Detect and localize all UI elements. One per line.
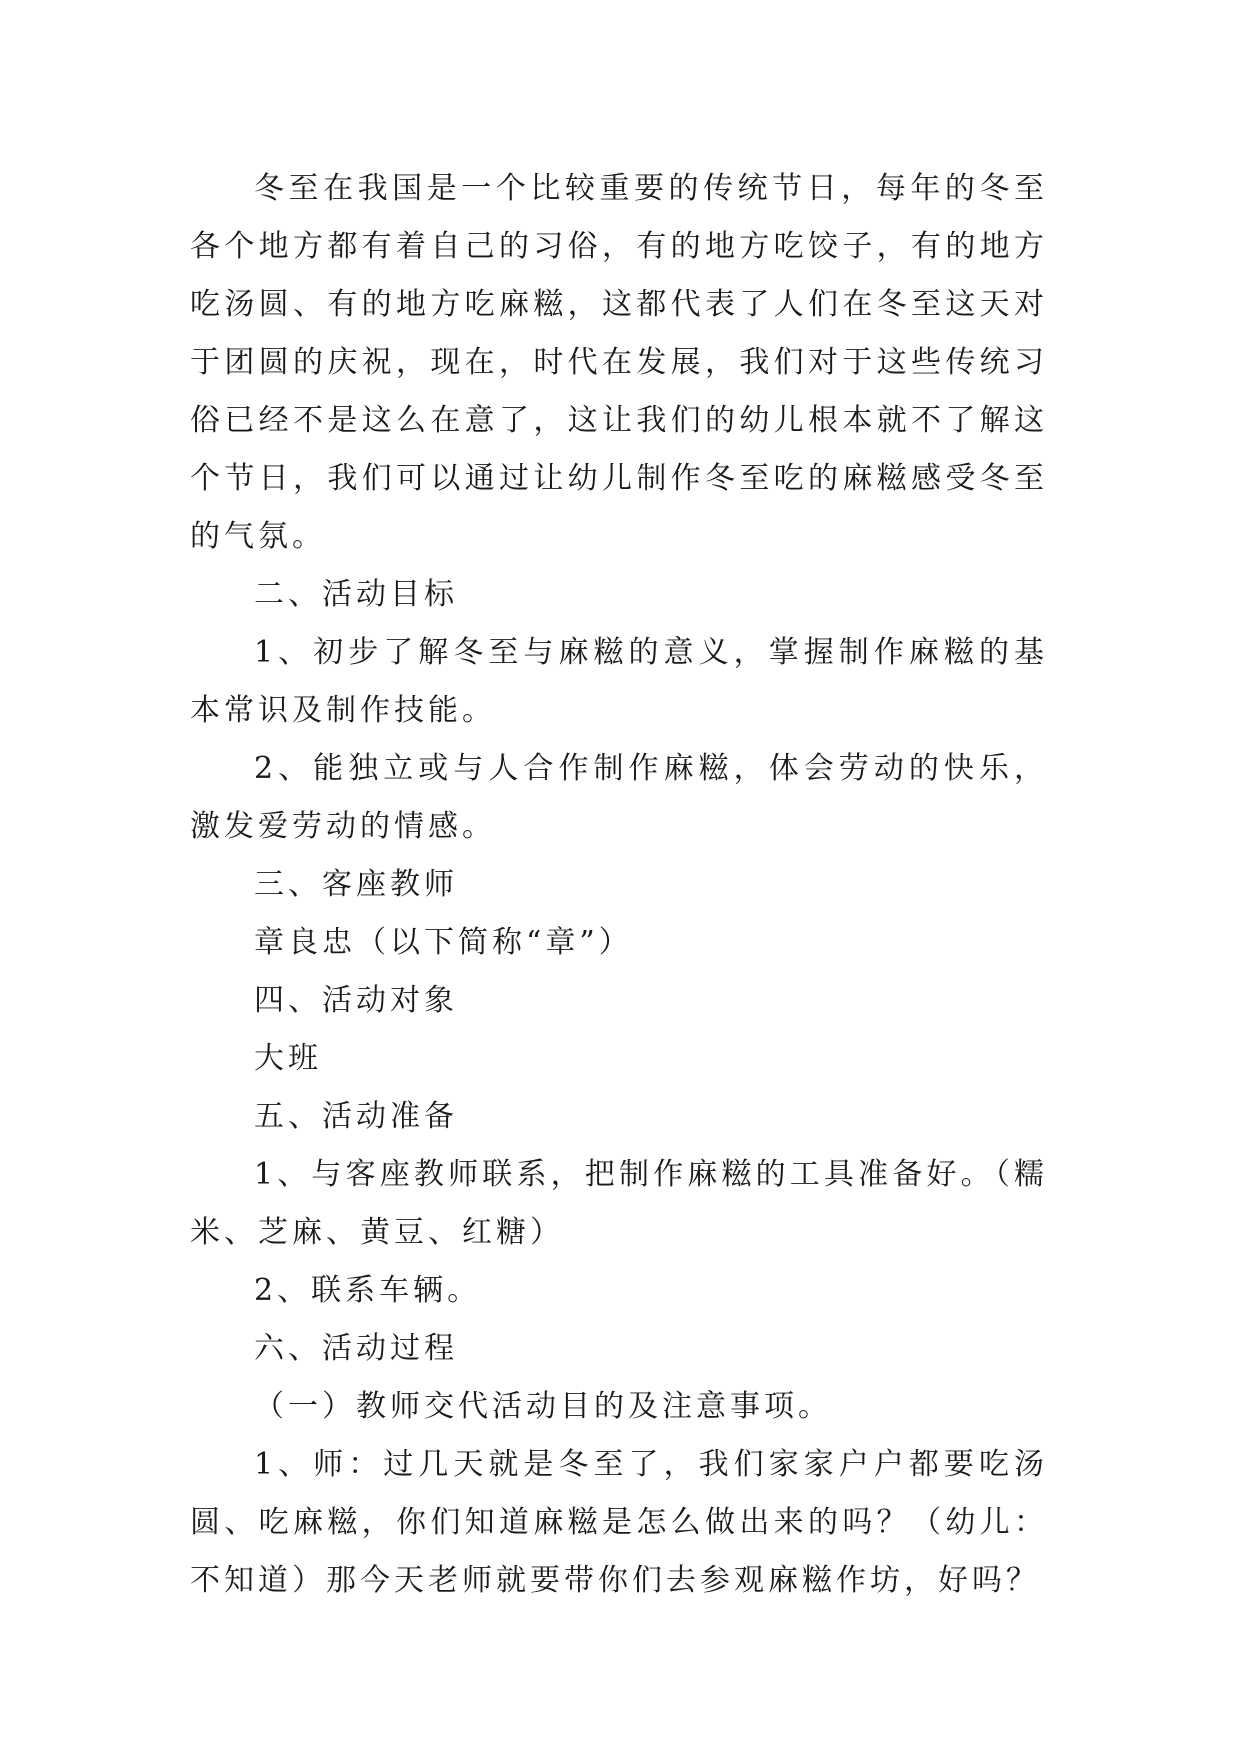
goal-item-2: 2、能独立或与人合作制作麻糍，体会劳动的快乐，激发爱劳动的情感。: [190, 751, 1048, 844]
audience-value: 大班: [254, 1041, 322, 1076]
preparation-item-1: 1、与客座教师联系，把制作麻糍的工具准备好。（糯米、芝麻、黄豆、红糖）: [190, 1157, 1048, 1250]
process-subheading-1: （一）教师交代活动目的及注意事项。: [254, 1389, 832, 1424]
section-heading-preparation: 五、活动准备: [254, 1099, 458, 1134]
goal-item-1: 1、初步了解冬至与麻糍的意义，掌握制作麻糍的基本常识及制作技能。: [190, 635, 1048, 728]
section-heading-audience: 四、活动对象: [254, 983, 458, 1018]
intro-paragraph: 冬至在我国是一个比较重要的传统节日，每年的冬至各个地方都有着自己的习俗，有的地方吃饺子，有的地方吃汤圆、有的地方吃麻糍，这都代表了人们在冬至这天对于团圆的庆祝，现在，时代在发展，我们对于这些传统习俗已经不是这么在意了，这让我们的幼儿根本就不了解这个节日，我们可以通过让幼儿制作冬至吃的麻糍感受冬至的气氛。: [190, 171, 1048, 554]
preparation-item-2: 2、联系车辆。: [254, 1273, 482, 1308]
process-item-1: 1、师：过几天就是冬至了，我们家家户户都要吃汤圆、吃麻糍，你们知道麻糍是怎么做出来的吗？（幼儿：不知道）那今天老师就要带你们去参观麻糍作坊，好吗？: [190, 1447, 1048, 1598]
guest-teacher-name: 章良忠（以下简称“章”）: [254, 925, 633, 960]
document-body: [190, 160, 1048, 1610]
section-heading-process: 六、活动过程: [254, 1331, 458, 1366]
section-heading-guest-teacher: 三、客座教师: [254, 867, 458, 902]
section-heading-goals: 二、活动目标: [254, 577, 458, 612]
